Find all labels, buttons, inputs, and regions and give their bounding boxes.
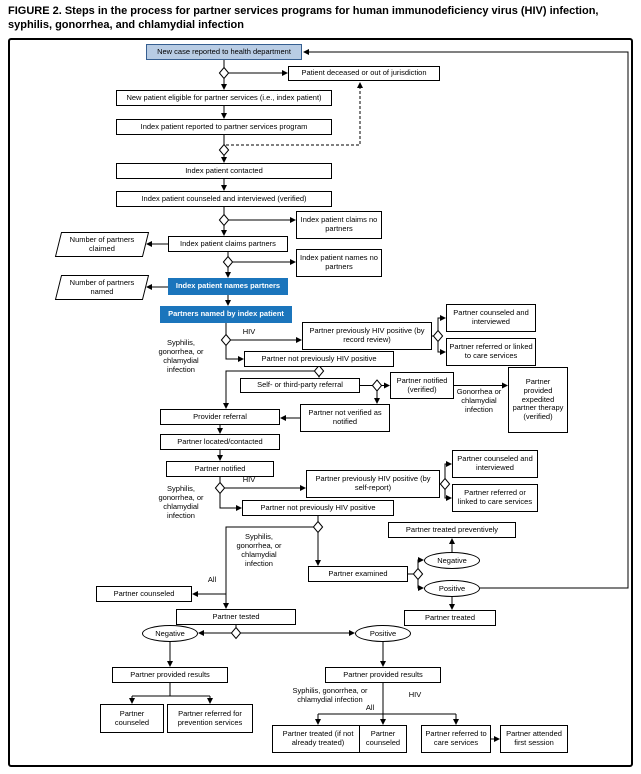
node-deceased: Patient deceased or out of jurisdiction bbox=[288, 66, 440, 81]
branch-label-sgc-2: Syphilis, gonorrhea, or chlamydial infection bbox=[158, 484, 204, 520]
node-contacted: Index patient contacted bbox=[116, 163, 332, 179]
node-reported: Index patient reported to partner services program bbox=[116, 119, 332, 135]
node-treated: Partner treated bbox=[404, 610, 496, 626]
branch-label-all-bottom: All bbox=[365, 703, 375, 712]
node-counseled-left: Partner counseled bbox=[96, 586, 192, 602]
node-results-left: Partner provided results bbox=[112, 667, 228, 683]
node-located: Partner located/contacted bbox=[160, 434, 280, 450]
figure-title: FIGURE 2. Steps in the process for partner services programs for human immunodeficiency virus (HIV) infection, syphilis, gonorrhea, and chlamydial infection bbox=[8, 5, 599, 31]
output-num-named-label: Number of partners named bbox=[69, 277, 135, 296]
output-num-named bbox=[55, 275, 149, 300]
oval-positive-test: Positive bbox=[355, 625, 411, 642]
node-provider-referral: Provider referral bbox=[160, 409, 280, 425]
node-prev-hiv-self: Partner previously HIV positive (by self-report) bbox=[306, 470, 440, 498]
node-referred-care-services: Partner referred to care services bbox=[421, 725, 491, 753]
node-counseled-bottom-right: Partner counseled bbox=[359, 725, 407, 753]
branch-label-sgc-4: Syphilis, gonorrhea, or chlamydial infection bbox=[292, 686, 368, 704]
node-ept: Partner provided expedited partner therapy (verified) bbox=[508, 367, 568, 433]
branch-label-sgc-1: Syphilis, gonorrhea, or chlamydial infection bbox=[158, 338, 204, 374]
node-treated-if-needed: Partner treated (if not already treated) bbox=[272, 725, 364, 753]
branch-label-all-mid: All bbox=[207, 575, 217, 584]
node-tested: Partner tested bbox=[176, 609, 296, 625]
node-not-prev-hiv-1: Partner not previously HIV positive bbox=[244, 351, 394, 367]
node-referred-prevention: Partner referred for prevention services bbox=[167, 704, 253, 733]
branch-label-hiv-bottom: HIV bbox=[408, 690, 422, 699]
node-counseled-interviewed-2: Partner counseled and interviewed bbox=[452, 450, 538, 478]
output-num-claimed-label: Number of partners claimed bbox=[69, 234, 135, 253]
node-not-prev-hiv-2: Partner not previously HIV positive bbox=[242, 500, 394, 516]
node-referred-care-2: Partner referred or linked to care services bbox=[452, 484, 538, 512]
node-referred-care-1: Partner referred or linked to care services bbox=[446, 338, 536, 366]
node-treated-preventively: Partner treated preventively bbox=[388, 522, 516, 538]
branch-label-hiv-self: HIV bbox=[242, 475, 256, 484]
output-num-claimed bbox=[55, 232, 149, 257]
oval-negative-exam: Negative bbox=[424, 552, 480, 569]
node-self-referral: Self- or third-party referral bbox=[240, 378, 360, 393]
node-prev-hiv-record: Partner previously HIV positive (by record review) bbox=[302, 322, 432, 350]
node-counseled-interviewed-1: Partner counseled and interviewed bbox=[446, 304, 536, 332]
node-notified-verified: Partner notified (verified) bbox=[390, 372, 454, 399]
node-not-verified: Partner not verified as notified bbox=[300, 404, 390, 432]
node-partners-named: Partners named by index patient bbox=[160, 306, 292, 323]
node-examined: Partner examined bbox=[308, 566, 408, 582]
node-new-case: New case reported to health department bbox=[146, 44, 302, 60]
node-claims-no-partners: Index patient claims no partners bbox=[296, 211, 382, 239]
node-counseled-interviewed: Index patient counseled and interviewed (verified) bbox=[116, 191, 332, 207]
node-results-right: Partner provided results bbox=[325, 667, 441, 683]
branch-label-gc-ct: Gonorrhea or chlamydial infection bbox=[456, 387, 502, 414]
oval-negative-test: Negative bbox=[142, 625, 198, 642]
node-counseled-bottom-left: Partner counseled bbox=[100, 704, 164, 733]
node-attended-first: Partner attended first session bbox=[500, 725, 568, 753]
node-claims-partners: Index patient claims partners bbox=[168, 236, 288, 252]
oval-positive-exam: Positive bbox=[424, 580, 480, 597]
node-names-partners: Index patient names partners bbox=[168, 278, 288, 295]
node-eligible: New patient eligible for partner services (i.e., index patient) bbox=[116, 90, 332, 106]
node-names-no-partners: Index patient names no partners bbox=[296, 249, 382, 277]
branch-label-sgc-3: Syphilis, gonorrhea, or chlamydial infection bbox=[236, 532, 282, 568]
branch-label-hiv-record: HIV bbox=[242, 327, 256, 336]
node-notified: Partner notified bbox=[166, 461, 274, 477]
